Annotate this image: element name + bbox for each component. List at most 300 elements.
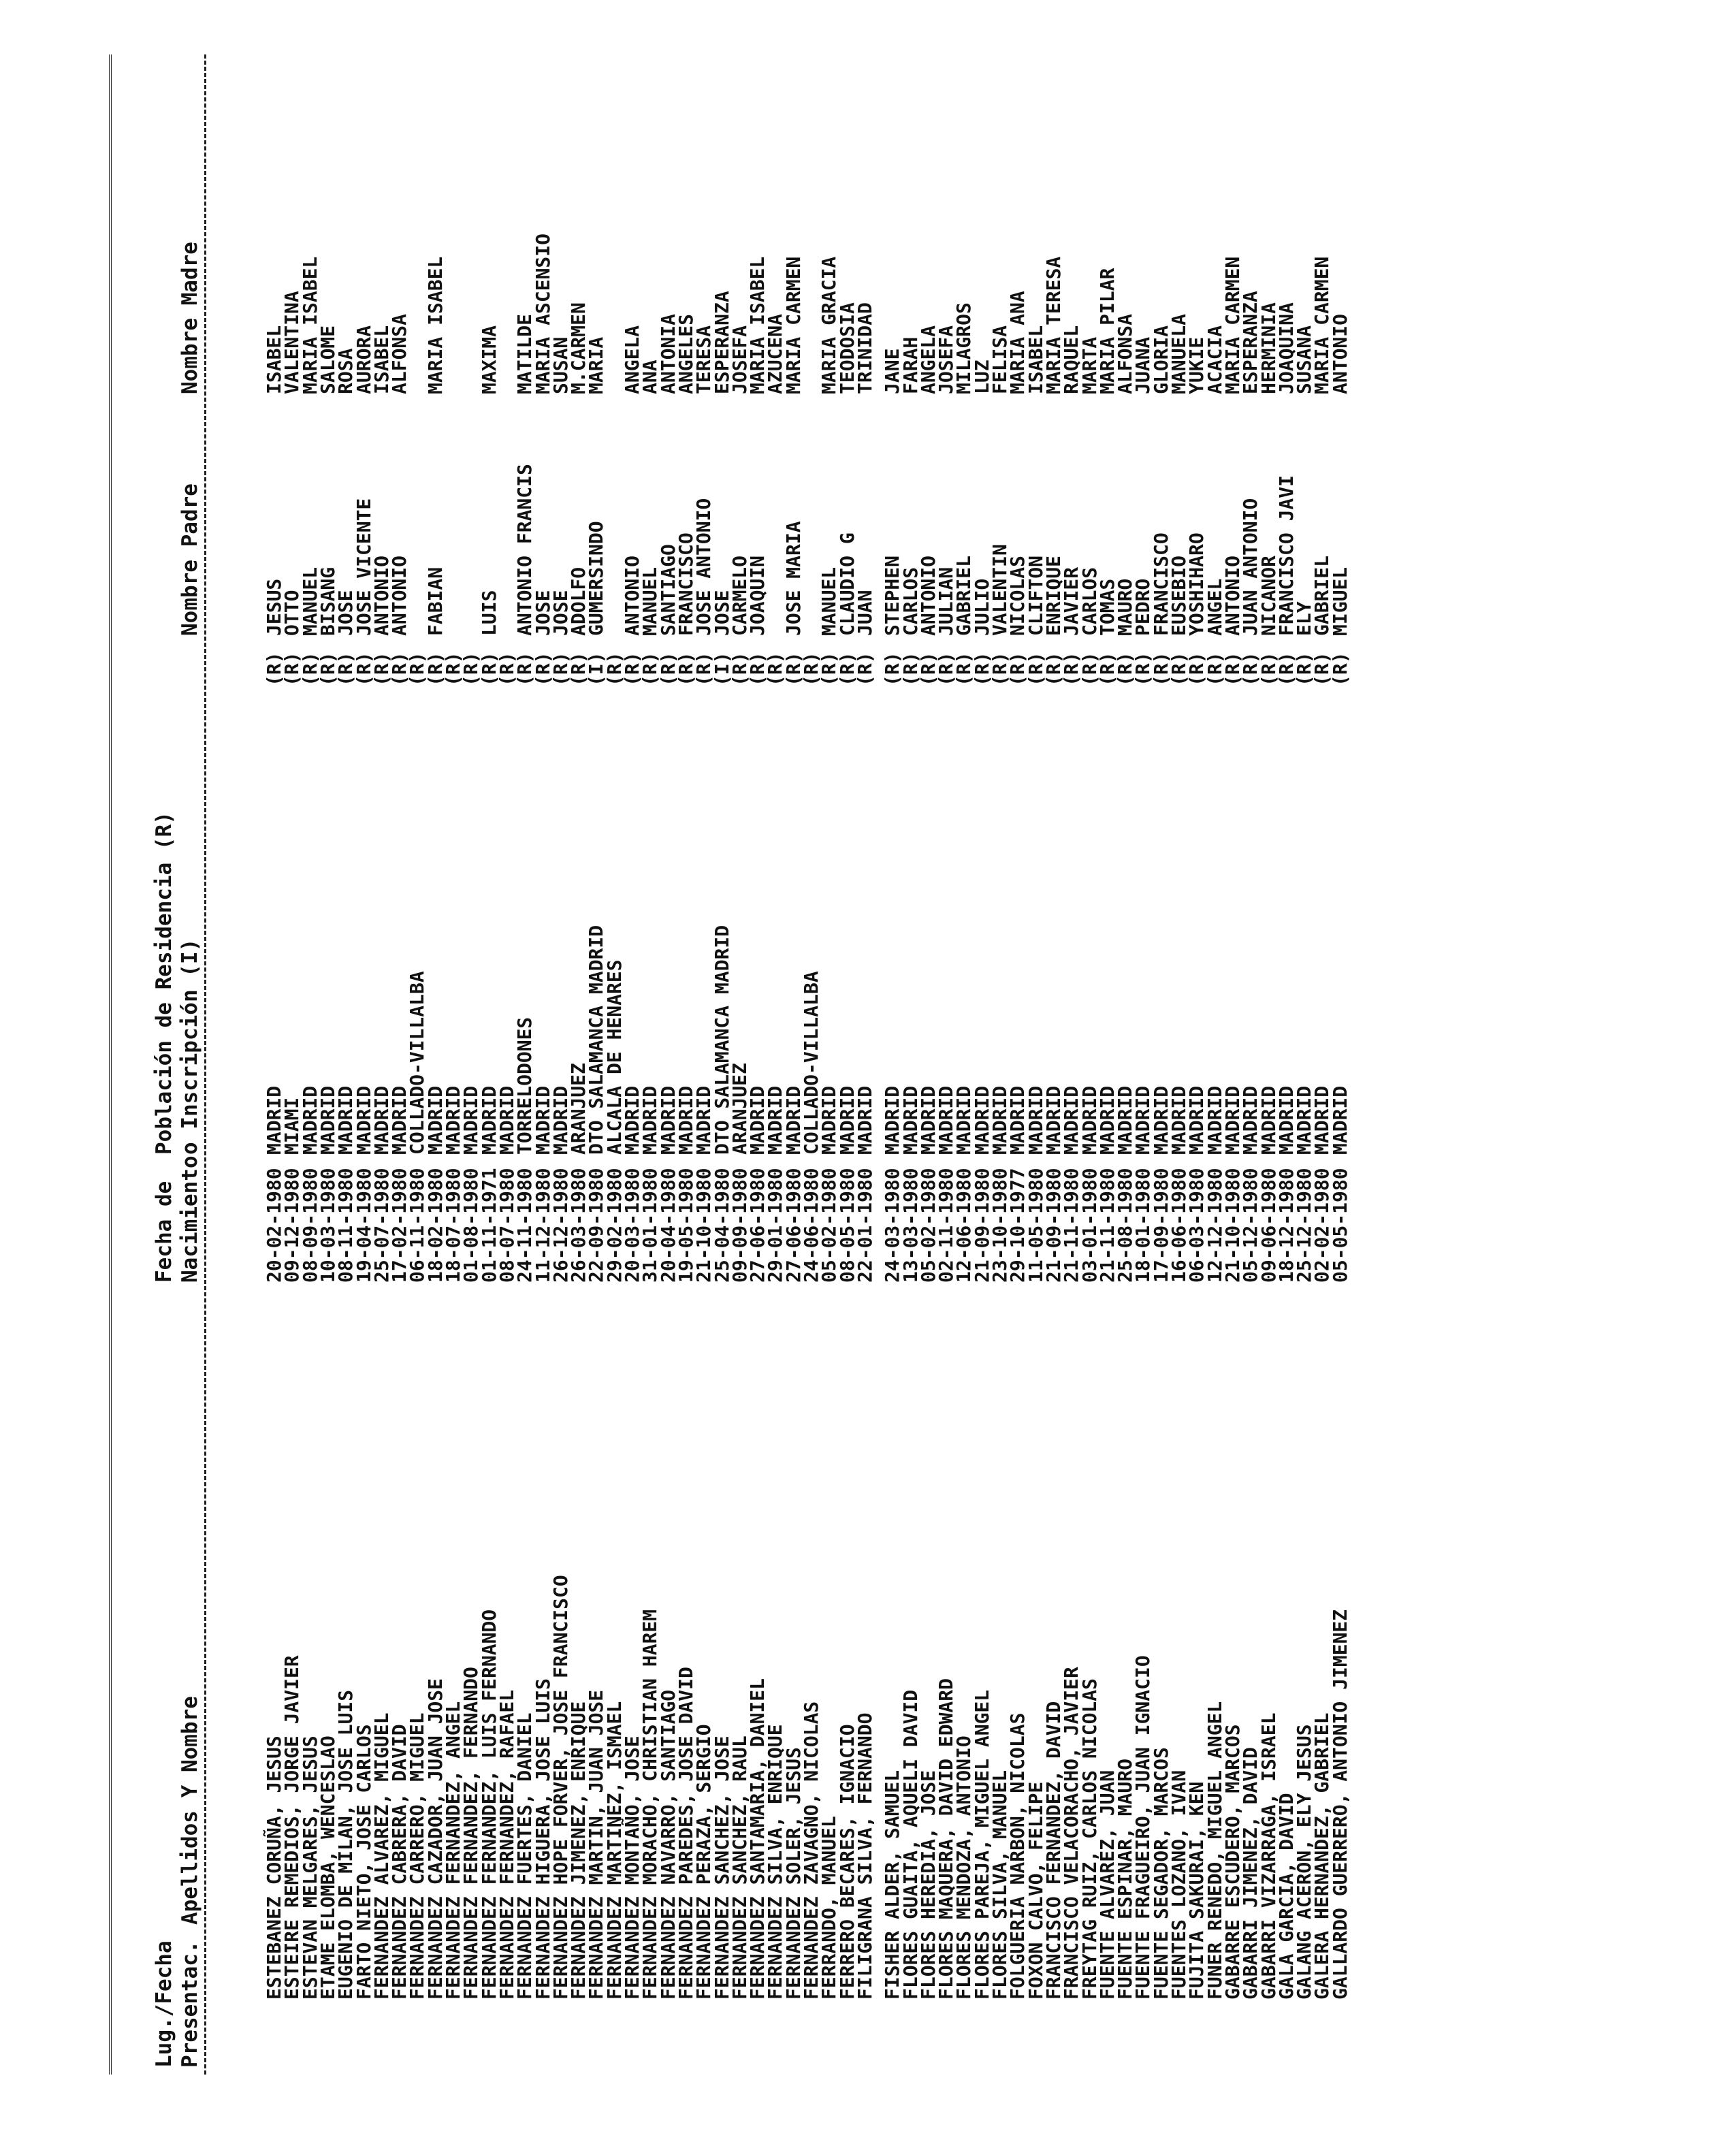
cell-nombre-madre: TEODOSIA xyxy=(835,302,858,394)
cell-apellidos-nombre: FLORES MAQUERA, DAVID EDWARD xyxy=(935,1678,958,2000)
cell-poblacion: MADRID xyxy=(1257,1085,1280,1155)
cell-fecha-nacimiento: 24-11-1980 xyxy=(513,1168,536,1283)
cell-apellidos-nombre: FLORES GUAITA, AQUELI DAVID xyxy=(899,1689,922,2000)
cell-poblacion: MADRID xyxy=(1239,1085,1262,1155)
cell-residencia-code: (R) xyxy=(800,652,822,686)
cell-fecha-nacimiento: 09-06-1980 xyxy=(1257,1168,1280,1283)
cell-apellidos-nombre: FERNANDEZ PERAZA, SERGIO xyxy=(692,1724,716,2000)
cell-nombre-madre: AURORA xyxy=(352,325,375,394)
cell-apellidos-nombre: FUJITA SAKURAI, KEN xyxy=(1185,1781,1208,2000)
cell-residencia-code: (R) xyxy=(549,652,572,686)
cell-apellidos-nombre: FERNANDEZ NAVARRO, SANTIAGO xyxy=(656,1689,679,2000)
cell-nombre-padre: FRANCISCO xyxy=(1149,532,1172,636)
cell-nombre-padre: JULIAN xyxy=(935,566,958,636)
cell-fecha-nacimiento: 24-06-1980 xyxy=(800,1168,822,1283)
cell-poblacion: MADRID xyxy=(1168,1085,1190,1155)
cell-fecha-nacimiento: 05-12-1980 xyxy=(1239,1168,1262,1283)
cell-poblacion: MADRID xyxy=(1149,1085,1172,1155)
cell-nombre-padre: FRANCISCO JAVI xyxy=(1274,475,1298,636)
cell-poblacion: ARANJUEZ xyxy=(728,1063,751,1155)
cell-apellidos-nombre: FARTO NIETO, JOSE CARLOS xyxy=(352,1724,375,2000)
cell-poblacion: ARANJUEZ xyxy=(567,1063,590,1155)
cell-poblacion: MADRID xyxy=(495,1085,518,1155)
header-poblacion-line2: o Inscripción (I) xyxy=(178,938,202,1155)
cell-poblacion: MADRID xyxy=(988,1085,1011,1155)
cell-fecha-nacimiento: 18-01-1980 xyxy=(1131,1168,1155,1283)
cell-nombre-padre: CLAUDIO G xyxy=(835,532,858,636)
cell-nombre-padre: MANUEL xyxy=(639,566,662,636)
cell-residencia-code: (R) xyxy=(1274,652,1298,686)
cell-poblacion: DTO SALAMANCA MADRID xyxy=(585,925,608,1155)
cell-apellidos-nombre: FLORES MENDOZA, ANTONIO xyxy=(952,1735,976,2000)
cell-poblacion: MADRID xyxy=(1311,1085,1334,1155)
cell-apellidos-nombre: FERNANDEZ FERNANDEZ, LUIS FERNANDO xyxy=(477,1609,500,2000)
cell-fecha-nacimiento: 13-03-1980 xyxy=(899,1168,922,1283)
cell-nombre-madre: ANTONIA xyxy=(656,313,679,394)
cell-poblacion: MADRID xyxy=(442,1085,464,1155)
cell-nombre-padre: PEDRO xyxy=(1131,578,1155,636)
cell-nombre-padre: YOSHIHARO xyxy=(1185,532,1208,636)
cell-apellidos-nombre: ESTEVAN MELGARES, JESUS xyxy=(298,1735,321,2000)
cell-nombre-padre: JUAN xyxy=(853,590,876,636)
cell-poblacion: MADRID xyxy=(1131,1085,1155,1155)
cell-poblacion: MADRID xyxy=(1060,1085,1083,1155)
cell-fecha-nacimiento: 25-04-1980 xyxy=(710,1168,733,1283)
cell-apellidos-nombre: GALANG ACERON, ELY JESUS xyxy=(1293,1724,1316,2000)
cell-fecha-nacimiento: 20-02-1980 xyxy=(263,1168,285,1283)
cell-residencia-code: (R) xyxy=(1293,652,1316,686)
cell-apellidos-nombre: FUNER RENEDO, MIGUEL ANGEL xyxy=(1203,1701,1226,2000)
cell-fecha-nacimiento: 29-01-1980 xyxy=(764,1168,787,1283)
cell-fecha-nacimiento: 08-09-1980 xyxy=(298,1168,321,1283)
cell-fecha-nacimiento: 21-09-1980 xyxy=(970,1168,993,1283)
cell-residencia-code: (R) xyxy=(621,652,643,686)
cell-apellidos-nombre: FERNANDEZ JIMENEZ, ENRIQUE xyxy=(567,1701,590,2000)
header-nombre-madre: Nombre Madre xyxy=(178,242,202,394)
cell-residencia-code: (R) xyxy=(881,652,904,686)
cell-fecha-nacimiento: 02-02-1980 xyxy=(1311,1168,1334,1283)
cell-apellidos-nombre: FERNANDEZ MARTINEZ, ISMAEL xyxy=(602,1701,626,2000)
cell-fecha-nacimiento: 06-03-1980 xyxy=(1185,1168,1208,1283)
cell-poblacion: MADRID xyxy=(621,1085,643,1155)
cell-poblacion: MADRID xyxy=(674,1085,697,1155)
cell-apellidos-nombre: FERNANDEZ FERNANDEZ, RAFAEL xyxy=(495,1689,518,2000)
cell-residencia-code: (R) xyxy=(602,652,626,686)
cell-residencia-code: (I) xyxy=(710,652,733,686)
cell-fecha-nacimiento: 08-07-1980 xyxy=(495,1168,518,1283)
cell-residencia-code: (R) xyxy=(952,652,976,686)
cell-apellidos-nombre: FISHER ALDER, SAMUEL xyxy=(881,1770,904,2000)
cell-residencia-code: (R) xyxy=(298,652,321,686)
cell-nombre-padre: JOSE ANTONIO xyxy=(692,498,716,636)
cell-nombre-madre: JANE xyxy=(881,348,904,394)
cell-fecha-nacimiento: 16-06-1980 xyxy=(1168,1168,1190,1283)
cell-apellidos-nombre: ETAME ELOMBA, WENCESLAO xyxy=(316,1735,339,2000)
cell-residencia-code: (R) xyxy=(692,652,716,686)
cell-poblacion: MADRID xyxy=(1042,1085,1065,1155)
cell-apellidos-nombre: FERNANDEZ SOLER, JESUS xyxy=(782,1747,805,2000)
cell-apellidos-nombre: GALA GARCIA, DAVID xyxy=(1274,1793,1298,2000)
cell-nombre-padre: VALENTIN xyxy=(988,544,1011,636)
cell-fecha-nacimiento: 17-02-1980 xyxy=(388,1168,411,1283)
cell-residencia-code: (R) xyxy=(1328,652,1351,686)
cell-apellidos-nombre: FUENTE ESPINAR, MAURO xyxy=(1114,1758,1137,2000)
cell-residencia-code: (R) xyxy=(495,652,518,686)
cell-fecha-nacimiento: 29-02-1980 xyxy=(602,1168,626,1283)
cell-poblacion: MADRID xyxy=(1114,1085,1137,1155)
cell-residencia-code: (R) xyxy=(1185,652,1208,686)
cell-poblacion: MADRID xyxy=(352,1085,375,1155)
header-apellidos-nombre: Apellidos Y Nombre xyxy=(178,1696,202,1925)
cell-poblacion: MADRID xyxy=(899,1085,922,1155)
cell-residencia-code: (R) xyxy=(460,652,483,686)
cell-fecha-nacimiento: 10-03-1980 xyxy=(316,1168,339,1283)
cell-poblacion: MADRID xyxy=(1024,1085,1047,1155)
cell-residencia-code: (R) xyxy=(442,652,464,686)
cell-nombre-padre: NICANOR xyxy=(1257,555,1280,636)
cell-nombre-madre: ANGELA xyxy=(916,325,939,394)
cell-nombre-padre: ADOLFO xyxy=(567,566,590,636)
cell-fecha-nacimiento: 31-01-1980 xyxy=(639,1168,662,1283)
cell-apellidos-nombre: FOLGUERIA NARBON, NICOLAS xyxy=(1006,1712,1029,2000)
cell-residencia-code: (R) xyxy=(916,652,939,686)
cell-poblacion: MADRID xyxy=(1221,1085,1244,1155)
cell-residencia-code: (R) xyxy=(1006,652,1029,686)
cell-fecha-nacimiento: 08-05-1980 xyxy=(835,1168,858,1283)
cell-nombre-madre: LUZ xyxy=(970,359,993,394)
cell-poblacion: MADRID xyxy=(531,1085,554,1155)
cell-nombre-madre: MANUELA xyxy=(1168,313,1190,394)
cell-poblacion: DTO SALAMANCA MADRID xyxy=(710,925,733,1155)
top-double-rule xyxy=(109,54,112,2075)
cell-apellidos-nombre: FILIGRANA SILVA, FERNANDO xyxy=(853,1712,876,2000)
cell-apellidos-nombre: FERNANDEZ MORACHO, CHRISTIAN HAREM xyxy=(639,1609,662,2000)
cell-nombre-madre: ACACIA xyxy=(1203,325,1226,394)
cell-nombre-padre: JOAQUIN xyxy=(746,555,769,636)
cell-fecha-nacimiento: 25-08-1980 xyxy=(1114,1168,1137,1283)
cell-fecha-nacimiento: 17-09-1980 xyxy=(1149,1168,1172,1283)
cell-apellidos-nombre: FERNANDEZ ZAVAGNO, NICOLAS xyxy=(800,1701,822,2000)
cell-poblacion: MADRID xyxy=(423,1085,447,1155)
cell-apellidos-nombre: FERNANDEZ HIGUERA, JOSE LUIS xyxy=(531,1678,554,2000)
cell-nombre-padre: CARMELO xyxy=(728,555,751,636)
cell-nombre-padre: STEPHEN xyxy=(881,555,904,636)
header-dashed-rule xyxy=(204,54,206,2075)
cell-fecha-nacimiento: 29-10-1977 xyxy=(1006,1168,1029,1283)
cell-nombre-madre: JOAQUINA xyxy=(1274,302,1298,394)
cell-residencia-code: (R) xyxy=(674,652,697,686)
cell-residencia-code: (R) xyxy=(970,652,993,686)
cell-fecha-nacimiento: 09-09-1980 xyxy=(728,1168,751,1283)
cell-residencia-code: (R) xyxy=(782,652,805,686)
cell-poblacion: MADRID xyxy=(764,1085,787,1155)
cell-apellidos-nombre: FLORES SILVA, MANUEL xyxy=(988,1770,1011,2000)
cell-residencia-code: (R) xyxy=(477,652,500,686)
cell-nombre-padre: ANTONIO xyxy=(1221,555,1244,636)
cell-nombre-padre: GABRIEL xyxy=(952,555,976,636)
cell-fecha-nacimiento: 25-12-1980 xyxy=(1293,1168,1316,1283)
cell-poblacion: MADRID xyxy=(1293,1085,1316,1155)
cell-fecha-nacimiento: 12-06-1980 xyxy=(952,1168,976,1283)
cell-nombre-madre: JUANA xyxy=(1131,336,1155,394)
cell-nombre-padre: ANGEL xyxy=(1203,578,1226,636)
cell-nombre-madre: MARIA ISABEL xyxy=(298,256,321,394)
cell-poblacion: MADRID xyxy=(656,1085,679,1155)
cell-fecha-nacimiento: 20-04-1980 xyxy=(656,1168,679,1283)
cell-nombre-padre: JAVIER xyxy=(1060,566,1083,636)
cell-fecha-nacimiento: 09-12-1980 xyxy=(280,1168,304,1283)
cell-nombre-madre: AZUCENA xyxy=(764,313,787,394)
cell-residencia-code: (R) xyxy=(280,652,304,686)
cell-apellidos-nombre: FERNANDEZ SANCHEZ, RAUL xyxy=(728,1735,751,2000)
cell-poblacion: MADRID xyxy=(316,1085,339,1155)
cell-nombre-padre: ENRIQUE xyxy=(1042,555,1065,636)
cell-apellidos-nombre: EUGENIO DE MILAN, JOSE LUIS xyxy=(334,1689,357,2000)
cell-nombre-madre: SUSANA xyxy=(1293,325,1316,394)
cell-poblacion: ALCALA DE HENARES xyxy=(602,959,626,1155)
cell-fecha-nacimiento: 12-12-1980 xyxy=(1203,1168,1226,1283)
cell-poblacion: MADRID xyxy=(549,1085,572,1155)
cell-nombre-madre: FELISA xyxy=(988,325,1011,394)
cell-nombre-padre: BISANG xyxy=(316,566,339,636)
cell-nombre-padre: FABIAN xyxy=(423,566,447,636)
cell-apellidos-nombre: FERNANDEZ ALVAREZ, MIGUEL xyxy=(370,1712,393,2000)
cell-residencia-code: (R) xyxy=(899,652,922,686)
header-fecha-line2: Nacimiento xyxy=(178,1155,202,1283)
cell-poblacion: MADRID xyxy=(263,1085,285,1155)
cell-nombre-madre: ANTONIO xyxy=(1328,313,1351,394)
cell-fecha-nacimiento: 02-11-1980 xyxy=(935,1168,958,1283)
table-row xyxy=(1328,0,1351,2129)
cell-nombre-madre: MARIA CARMEN xyxy=(1221,256,1244,394)
cell-apellidos-nombre: GALERA HERNANDEZ, GABRIEL xyxy=(1311,1712,1334,2000)
cell-residencia-code: (R) xyxy=(746,652,769,686)
cell-nombre-madre: JOSEFA xyxy=(728,325,751,394)
cell-poblacion: MADRID xyxy=(1185,1085,1208,1155)
cell-nombre-madre: ISABEL xyxy=(370,325,393,394)
cell-residencia-code: (R) xyxy=(1239,652,1262,686)
cell-residencia-code: (R) xyxy=(1114,652,1137,686)
cell-nombre-madre: ANGELES xyxy=(674,313,697,394)
cell-poblacion: MADRID xyxy=(298,1085,321,1155)
cell-fecha-nacimiento: 05-05-1980 xyxy=(1328,1168,1351,1283)
cell-nombre-madre: HERMINIA xyxy=(1257,302,1280,394)
cell-apellidos-nombre: FERRERO BECARES, IGNACIO xyxy=(835,1724,858,2000)
cell-nombre-madre: SALOME xyxy=(316,325,339,394)
cell-poblacion: MADRID xyxy=(1328,1085,1351,1155)
cell-apellidos-nombre: FERNANDEZ FERNANDEZ, FERNANDO xyxy=(460,1667,483,2000)
cell-fecha-nacimiento: 01-08-1980 xyxy=(460,1168,483,1283)
cell-apellidos-nombre: FLORES HEREDIA, JOSE xyxy=(916,1770,939,2000)
cell-nombre-padre: GABRIEL xyxy=(1311,555,1334,636)
cell-fecha-nacimiento: 21-09-1980 xyxy=(1042,1168,1065,1283)
cell-poblacion: MADRID xyxy=(853,1085,876,1155)
cell-fecha-nacimiento: 06-11-1980 xyxy=(406,1168,429,1283)
cell-fecha-nacimiento: 24-03-1980 xyxy=(881,1168,904,1283)
cell-apellidos-nombre: FUENTE FRAGUEIRO, JUAN IGNACIO xyxy=(1131,1655,1155,2000)
cell-residencia-code: (R) xyxy=(818,652,841,686)
cell-residencia-code: (R) xyxy=(1203,652,1226,686)
cell-nombre-padre: ELY xyxy=(1293,601,1316,636)
cell-nombre-madre: FARAH xyxy=(899,336,922,394)
cell-nombre-madre: MATILDE xyxy=(513,313,536,394)
cell-nombre-padre: MIGUEL xyxy=(1328,566,1351,636)
cell-nombre-madre: MARTA xyxy=(1078,336,1101,394)
cell-poblacion: MADRID xyxy=(1274,1085,1298,1155)
cell-fecha-nacimiento: 11-05-1980 xyxy=(1024,1168,1047,1283)
cell-fecha-nacimiento: 11-12-1980 xyxy=(531,1168,554,1283)
cell-fecha-nacimiento: 21-10-1980 xyxy=(692,1168,716,1283)
cell-poblacion: MADRID xyxy=(1203,1085,1226,1155)
cell-apellidos-nombre: GABARRI VIZARRAGA, ISRAEL xyxy=(1257,1712,1280,2000)
cell-fecha-nacimiento: 19-04-1980 xyxy=(352,1168,375,1283)
cell-residencia-code: (R) xyxy=(334,652,357,686)
cell-apellidos-nombre: FUENTES LOZANO, IVAN xyxy=(1168,1770,1190,2000)
cell-residencia-code: (R) xyxy=(1078,652,1101,686)
header-lug-fecha-line2: Presentac. xyxy=(178,1940,202,2068)
cell-nombre-padre: MANUEL xyxy=(298,566,321,636)
cell-nombre-madre: M.CARMEN xyxy=(567,302,590,394)
cell-residencia-code: (R) xyxy=(764,652,787,686)
cell-poblacion: MADRID xyxy=(477,1085,500,1155)
cell-poblacion: MADRID xyxy=(1006,1085,1029,1155)
cell-poblacion: MADRID xyxy=(639,1085,662,1155)
cell-nombre-padre: JOSE VICENTE xyxy=(352,498,375,636)
cell-residencia-code: (R) xyxy=(1221,652,1244,686)
cell-residencia-code: (R) xyxy=(370,652,393,686)
cell-nombre-madre: TRINIDAD xyxy=(853,302,876,394)
cell-fecha-nacimiento: 27-06-1980 xyxy=(782,1168,805,1283)
cell-fecha-nacimiento: 18-12-1980 xyxy=(1274,1168,1298,1283)
cell-apellidos-nombre: ESTEIRE REMEDIOS, JORGE JAVIER xyxy=(280,1655,304,2000)
cell-nombre-madre: ROSA xyxy=(334,348,357,394)
cell-apellidos-nombre: FERNANDEZ HOPE FORVER, JOSE FRANCISCO xyxy=(549,1575,572,2000)
cell-poblacion: MADRID xyxy=(935,1085,958,1155)
cell-residencia-code: (R) xyxy=(1095,652,1119,686)
cell-nombre-madre: MARIA TERESA xyxy=(1042,256,1065,394)
cell-apellidos-nombre: FERNANDEZ FERNANDEZ, ANGEL xyxy=(442,1701,464,2000)
cell-residencia-code: (R) xyxy=(835,652,858,686)
cell-fecha-nacimiento: 18-02-1980 xyxy=(423,1168,447,1283)
cell-fecha-nacimiento: 26-12-1980 xyxy=(549,1168,572,1283)
cell-residencia-code: (I) xyxy=(585,652,608,686)
cell-nombre-padre: JOSE xyxy=(549,590,572,636)
cell-nombre-padre: ANTONIO xyxy=(916,555,939,636)
cell-nombre-madre: ISABEL xyxy=(1024,325,1047,394)
cell-nombre-padre: JOSE xyxy=(710,590,733,636)
cell-nombre-madre: MARIA ANA xyxy=(1006,291,1029,394)
cell-nombre-madre: ALFONSA xyxy=(388,313,411,394)
cell-nombre-padre: ANTONIO xyxy=(370,555,393,636)
cell-nombre-madre: MILAGROS xyxy=(952,302,976,394)
cell-apellidos-nombre: FERNANDEZ SANCHEZ, JOSE xyxy=(710,1735,733,2000)
cell-residencia-code: (R) xyxy=(988,652,1011,686)
header-poblacion-line1: Población de Residencia (R) xyxy=(152,812,176,1155)
cell-nombre-madre: JOSEFA xyxy=(935,325,958,394)
cell-poblacion: MIAMI xyxy=(280,1097,304,1155)
cell-residencia-code: (R) xyxy=(639,652,662,686)
cell-nombre-padre: FRANCISCO xyxy=(674,532,697,636)
cell-residencia-code: (R) xyxy=(1024,652,1047,686)
cell-nombre-madre: MARIA CARMEN xyxy=(782,256,805,394)
cell-fecha-nacimiento: 03-01-1980 xyxy=(1078,1168,1101,1283)
cell-nombre-madre: TERESA xyxy=(692,325,716,394)
cell-residencia-code: (R) xyxy=(388,652,411,686)
cell-residencia-code: (R) xyxy=(1257,652,1280,686)
cell-nombre-padre: JOSE MARIA xyxy=(782,521,805,636)
cell-apellidos-nombre: FERNANDEZ CABRERA, DAVID xyxy=(388,1724,411,2000)
cell-fecha-nacimiento: 25-07-1980 xyxy=(370,1168,393,1283)
cell-nombre-madre: MARIA ISABEL xyxy=(746,256,769,394)
cell-residencia-code: (R) xyxy=(263,652,285,686)
cell-poblacion: MADRID xyxy=(782,1085,805,1155)
cell-apellidos-nombre: FOXON CALVO, FELIPE xyxy=(1024,1781,1047,2000)
cell-fecha-nacimiento: 05-02-1980 xyxy=(818,1168,841,1283)
cell-apellidos-nombre: GABARRI JIMENEZ, DAVID xyxy=(1239,1747,1262,2000)
cell-fecha-nacimiento: 19-05-1980 xyxy=(674,1168,697,1283)
cell-apellidos-nombre: ESTEBANEZ CORUÑA, JESUS xyxy=(263,1735,285,2000)
cell-nombre-padre: ANTONIO FRANCIS xyxy=(513,464,536,636)
cell-residencia-code: (R) xyxy=(406,652,429,686)
cell-nombre-padre: MAURO xyxy=(1114,578,1137,636)
cell-nombre-padre: JUAN ANTONIO xyxy=(1239,498,1262,636)
cell-apellidos-nombre: FERNANDEZ MONTAÑO, JOSE xyxy=(621,1735,643,2000)
cell-fecha-nacimiento: 27-06-1980 xyxy=(746,1168,769,1283)
cell-fecha-nacimiento: 08-11-1980 xyxy=(334,1168,357,1283)
cell-residencia-code: (R) xyxy=(656,652,679,686)
cell-poblacion: MADRID xyxy=(746,1085,769,1155)
cell-nombre-madre: ANGELA xyxy=(621,325,643,394)
cell-nombre-madre: MARIA GRACIA xyxy=(818,256,841,394)
cell-nombre-madre: MARIA CARMEN xyxy=(1311,256,1334,394)
cell-nombre-madre: ALFONSA xyxy=(1114,313,1137,394)
cell-apellidos-nombre: FERNANDEZ MARTIN, JUAN JOSE xyxy=(585,1689,608,2000)
cell-residencia-code: (R) xyxy=(935,652,958,686)
cell-residencia-code: (R) xyxy=(423,652,447,686)
cell-apellidos-nombre: FREYTAG RUIZ, CARLOS NICOLAS xyxy=(1078,1678,1101,2000)
cell-nombre-padre: SANTIAGO xyxy=(656,544,679,636)
cell-nombre-padre: EUSEBIO xyxy=(1168,555,1190,636)
cell-residencia-code: (R) xyxy=(513,652,536,686)
cell-nombre-madre: MAXIMA xyxy=(477,325,500,394)
cell-residencia-code: (R) xyxy=(1060,652,1083,686)
cell-poblacion: COLLADO-VILLALBA xyxy=(800,971,822,1155)
cell-nombre-madre: SUSAN xyxy=(549,336,572,394)
cell-nombre-madre: YUKIE xyxy=(1185,336,1208,394)
cell-nombre-padre: GUMERSINDO xyxy=(585,521,608,636)
cell-residencia-code: (R) xyxy=(352,652,375,686)
cell-poblacion: MADRID xyxy=(1078,1085,1101,1155)
cell-residencia-code: (R) xyxy=(853,652,876,686)
cell-nombre-madre: MARIA PILAR xyxy=(1095,268,1119,394)
cell-fecha-nacimiento: 22-01-1980 xyxy=(853,1168,876,1283)
cell-fecha-nacimiento: 01-11-1971 xyxy=(477,1168,500,1283)
cell-poblacion: MADRID xyxy=(970,1085,993,1155)
cell-poblacion: TORRELODONES xyxy=(513,1017,536,1155)
cell-fecha-nacimiento: 23-10-1980 xyxy=(988,1168,1011,1283)
cell-nombre-padre: LUIS xyxy=(477,590,500,636)
cell-nombre-padre: CARLOS xyxy=(899,566,922,636)
cell-apellidos-nombre: FUENTE ALVAREZ, JUAN xyxy=(1095,1770,1119,2000)
cell-apellidos-nombre: FERNANDEZ CARRERO, MIGUEL xyxy=(406,1712,429,2000)
cell-nombre-padre: JOSE xyxy=(531,590,554,636)
cell-apellidos-nombre: GALLARDO GUERRERO, ANTONIO JIMENEZ xyxy=(1328,1609,1351,2000)
cell-poblacion: MADRID xyxy=(881,1085,904,1155)
cell-residencia-code: (R) xyxy=(728,652,751,686)
cell-nombre-madre: ANA xyxy=(639,359,662,394)
cell-poblacion: MADRID xyxy=(916,1085,939,1155)
cell-apellidos-nombre: FUENTE SEGADOR, MARCOS xyxy=(1149,1747,1172,2000)
